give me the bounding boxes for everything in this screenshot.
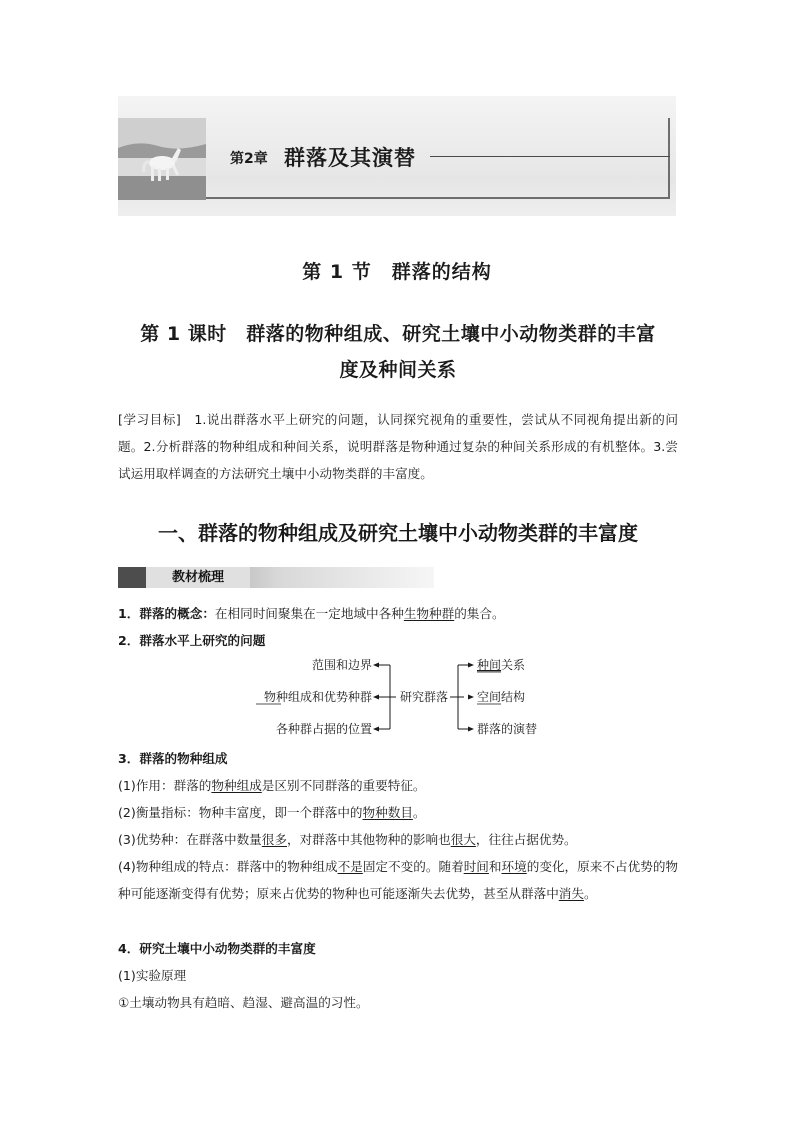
item3-4-answer-3: 环境 [501, 859, 527, 874]
diagram-arrowhead-left-3 [373, 727, 379, 732]
item3-4-answer-4: 消失 [558, 886, 584, 901]
item3-4-text-mid-1: 固定不变的。随着 [362, 859, 464, 874]
tag-label: 教材梳理 [146, 567, 250, 588]
item-soil-animals [118, 935, 678, 962]
textbook-review-tag [118, 567, 434, 588]
item3-4-answer-2: 时间 [463, 859, 489, 874]
lesson-title-line-2: 度及种间关系 [339, 359, 457, 381]
section-title: 第 1 节 群落的结构 [302, 261, 492, 283]
item3-2-measure [118, 799, 678, 826]
item3-4-answer-1: 不是 [337, 859, 363, 874]
item-community-concept [118, 600, 678, 627]
item1-text-end: 的集合。 [454, 606, 505, 621]
item-species-composition [118, 745, 678, 772]
item3-3-answer-2: 很大 [450, 832, 476, 847]
horse-landscape-image [118, 118, 206, 200]
diagram-arrowhead-right-2 [468, 695, 474, 700]
item3-4-text-mid-3: 的变化，原来不占优势的物种可能逐渐变得有优势；原来占优势的物种也可能逐渐失去优势，甚至从群落中 [118, 859, 679, 901]
chapter-rule [430, 156, 670, 157]
item3-2-text: (2)衡量指标：物种丰富度，即一个群落中的 [118, 805, 363, 820]
lesson-title [118, 316, 678, 388]
item4-1-principle: (1)实验原理 [118, 968, 187, 983]
diagram-right-2 [477, 689, 525, 704]
item2-label: 2．群落水平上研究的问题 [118, 633, 266, 648]
item3-3-dominant [118, 826, 678, 853]
item4-label: 4．研究土壤中小动物类群的丰富度 [118, 941, 316, 956]
diagram-left-3: 各种群占据的位置 [275, 722, 372, 736]
diagram-arrowhead-right-3 [468, 727, 474, 732]
item3-1-text: (1)作用：群落的 [118, 778, 212, 793]
item3-4-text: (4)物种组成的特点：群落中的物种组成 [118, 859, 338, 874]
item3-1-text-end: 是区别不同群落的重要特征。 [261, 778, 426, 793]
item3-4-text-end: 。 [583, 886, 597, 901]
item-research-questions [118, 627, 678, 654]
diagram-right-1-rest: 关系 [501, 658, 526, 672]
diagram-right-1-answer: 种间 [477, 658, 502, 672]
objectives-label: [学习目标] [118, 412, 181, 427]
banner-frame [206, 118, 670, 199]
chapter-title: 群落及其演替 [284, 146, 416, 170]
item3-3-text-end: ，往往占据优势。 [475, 832, 577, 847]
part-title: 一、群落的物种组成及研究土壤中小动物类群的丰富度 [158, 521, 638, 545]
learning-objectives [118, 406, 678, 487]
item3-3-text: (3)优势种：在群落中数量 [118, 832, 262, 847]
item3-1-answer: 物种组成 [211, 778, 262, 793]
item3-3-answer-1: 很多 [261, 832, 287, 847]
item3-label: 3．群落的物种组成 [118, 751, 228, 766]
objectives-text: 1.说出群落水平上研究的问题，认同探究视角的重要性，尝试从不同视角提出新的问题。2.分析群落的物种组成和种间关系，说明群落是物种通过复杂的种间关系形成的有机整体。3.尝试运用取样调查的方法研究土壤中小动物类群的丰富度。 [118, 412, 678, 481]
diagram-left-1: 范围和边界 [311, 658, 372, 672]
item3-3-text-mid: ，对群落中其他物种的影响也 [286, 832, 451, 847]
item4-2-habits: ①土壤动物具有趋暗、趋湿、避高温的习性。 [118, 995, 369, 1010]
item3-2-answer: 物种数目 [362, 805, 413, 820]
diagram-arrowhead-left-1 [373, 663, 379, 668]
item3-1-function [118, 772, 678, 799]
diagram-left-2: 物种组成和优势种群 [263, 690, 372, 704]
diagram-right-3: 群落的演替 [477, 722, 538, 736]
item1-answer: 生物种群 [403, 606, 455, 621]
diagram-center: 研究群落 [399, 690, 449, 704]
diagram-right-2-rest: 结构 [501, 690, 526, 704]
research-community-diagram [250, 652, 550, 744]
item3-4-features [118, 853, 678, 907]
chapter-label: 第2章 [230, 151, 268, 167]
horse-illustration-icon [118, 118, 206, 200]
item3-2-text-end: 。 [412, 805, 426, 820]
diagram-right-1 [477, 657, 525, 672]
lesson-title-line-1: 第 1 课时 群落的物种组成、研究土壤中小动物类群的丰富 [140, 323, 656, 345]
diagram-arrowhead-right-1 [468, 663, 474, 668]
item1-text: 在相同时间聚集在一定地域中各种 [214, 606, 404, 621]
diagram-right-2-answer: 空间 [477, 690, 502, 704]
item1-label: 1．群落的概念： [118, 606, 215, 621]
chapter-banner [118, 96, 676, 216]
item3-4-text-mid-2: 和 [488, 859, 502, 874]
